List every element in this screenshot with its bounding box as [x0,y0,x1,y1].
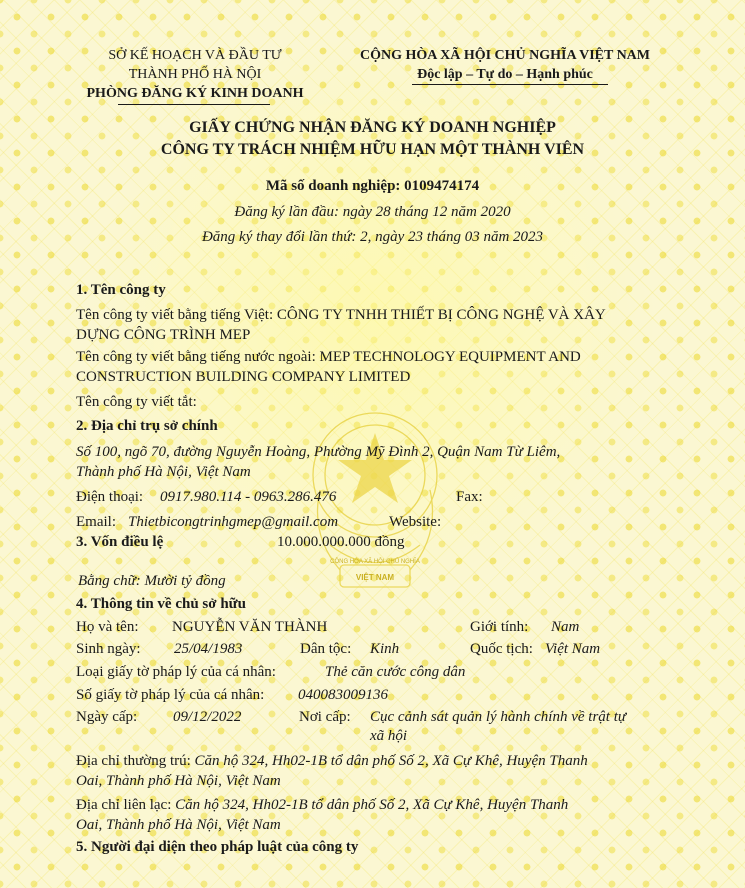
ethnic-label: Dân tộc: [300,641,352,657]
issue-place-line2: xã hội [370,728,408,744]
permanent-address-line2: Oai, Thành phố Hà Nội, Việt Nam [76,773,281,789]
emblem-ribbon-text: VIỆT NAM [355,573,395,582]
section1-heading: 1. Tên công ty [76,282,166,298]
phone-value: 0917.980.114 - 0963.286.476 [160,489,337,505]
phone-label: Điện thoại: [76,489,144,505]
header-right-underline [412,84,608,85]
document-title: GIẤY CHỨNG NHẬN ĐĂNG KÝ DOANH NGHIỆP [189,119,556,136]
header-motto: Độc lập – Tự do – Hạnh phúc [417,67,593,82]
id-type-label: Loại giấy tờ pháp lý của cá nhân: [76,664,276,680]
emblem-ring-text: CỘNG HÒA XÃ HỘI CHỦ NGHĨA [330,559,420,565]
nationality-label: Quốc tịch: [470,641,533,657]
issue-place-label: Nơi cấp: [299,709,351,725]
ethnic-value: Kinh [370,641,400,657]
fax-label: Fax: [456,489,483,505]
enterprise-code: Mã số doanh nghiệp: 0109474174 [265,178,480,194]
dob-value: 25/04/1983 [174,641,243,657]
permanent-address-label: Địa chỉ thường trú: [76,753,191,769]
header-office: PHÒNG ĐĂNG KÝ KINH DOANH [86,86,304,101]
header-country: CỘNG HÒA XÃ HỘI CHỦ NGHĨA VIỆT NAM [359,48,650,63]
permanent-address-line1: Căn hộ 324, Hh02-1B tổ dân phố Số 2, Xã Cự Khê, Huyện Thanh [194,753,588,769]
contact-address-line2: Oai, Thành phố Hà Nội, Việt Nam [76,817,281,833]
nationality-value: Việt Nam [545,641,601,657]
id-type-value: Thẻ căn cước công dân [325,664,466,680]
company-name-foreign-line2: CONSTRUCTION BUILDING COMPANY LIMITED [76,369,411,385]
section2-heading: 2. Địa chỉ trụ sở chính [76,418,218,434]
contact-address-block [76,797,568,814]
change-registration: Đăng ký thay đổi lần thứ: 2, ngày 23 tháng 03 năm 2023 [201,229,544,245]
gender-value: Nam [551,619,580,635]
gender-label: Giới tính: [470,619,529,635]
head-office-address-line2: Thành phố Hà Nội, Việt Nam [76,464,251,480]
contact-address-line1: Căn hộ 324, Hh02-1B tổ dân phố Số 2, Xã Cự Khê, Huyện Thanh [175,797,569,813]
dob-label: Sinh ngày: [76,641,141,657]
section5-heading: 5. Người đại diện theo pháp luật của công ty [76,839,359,855]
issue-date-value: 09/12/2022 [173,709,242,725]
issue-date-label: Ngày cấp: [76,709,138,725]
company-name-vn-line2: DỰNG CÔNG TRÌNH MEP [76,327,251,343]
owner-name-label: Họ và tên: [76,619,139,635]
issue-place-line1: Cục cảnh sát quản lý hành chính về trật tự [370,709,627,725]
section4-heading: 4. Thông tin về chủ sở hữu [76,596,247,612]
company-name-foreign-line1: Tên công ty viết bằng tiếng nước ngoài: MEP TECHNOLOGY EQUIPMENT AND [76,349,581,365]
section3-heading: 3. Vốn điều lệ [76,534,164,550]
id-number-label: Số giấy tờ pháp lý của cá nhân: [76,687,265,703]
email-label: Email: [76,514,116,530]
first-registration: Đăng ký lần đầu: ngày 28 tháng 12 năm 2020 [234,204,511,220]
owner-name-value: NGUYỄN VĂN THÀNH [172,619,328,635]
document-subtitle: CÔNG TY TRÁCH NHIỆM HỮU HẠN MỘT THÀNH VIÊN [160,141,585,158]
header-city: THÀNH PHỐ HÀ NỘI [128,67,262,82]
head-office-address-line1: Số 100, ngõ 70, đường Nguyễn Hoàng, Phường Mỹ Đình 2, Quận Nam Từ Liêm, [76,444,561,460]
header-ministry: SỞ KẾ HOẠCH VÀ ĐẦU TƯ [108,48,282,63]
id-number-value: 040083009136 [298,687,388,703]
contact-address-label: Địa chỉ liên lạc: [76,797,172,813]
email-value: Thietbicongtrinhgmep@gmail.com [128,514,339,530]
company-abbr-label: Tên công ty viết tắt: [76,394,197,410]
company-name-vn-line1: Tên công ty viết bằng tiếng Việt: CÔNG TY TNHH THIẾT BỊ CÔNG NGHỆ VÀ XÂY [76,307,606,323]
website-label: Website: [389,514,442,530]
charter-capital-value: 10.000.000.000 đồng [277,534,405,550]
permanent-address-block [76,753,588,770]
header-left-underline [118,104,270,105]
charter-capital-in-words: Bằng chữ: Mười tỷ đồng [78,573,226,589]
